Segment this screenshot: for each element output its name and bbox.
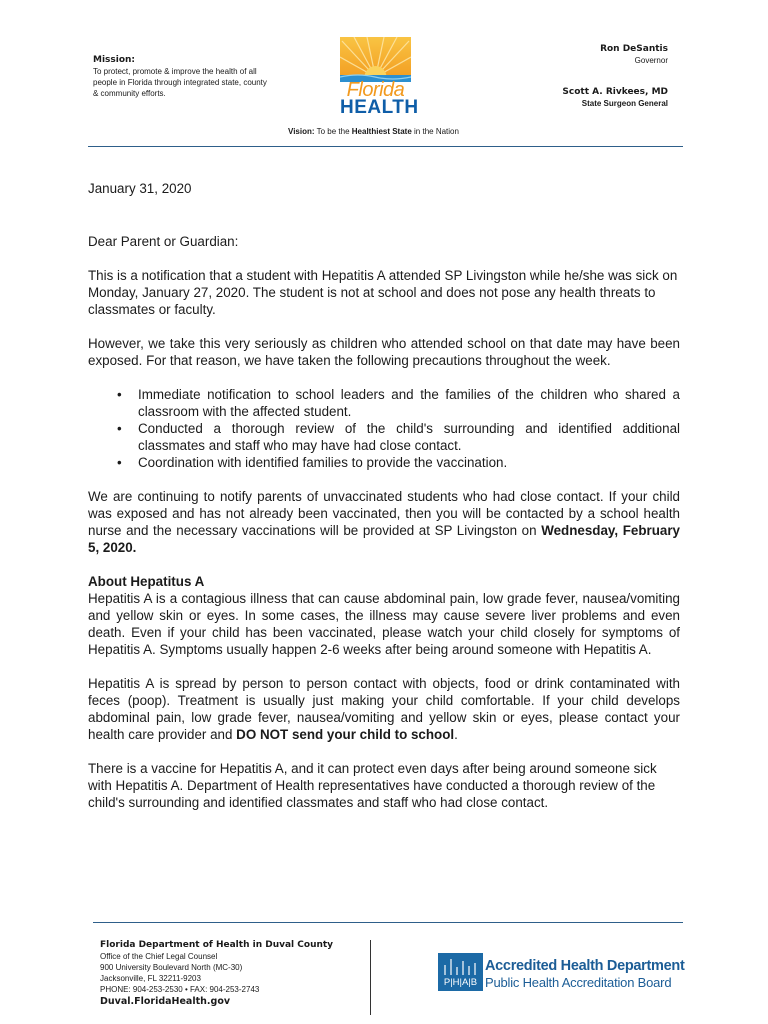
vision-label: Vision:	[288, 127, 315, 136]
mission-text: To protect, promote & improve the health of all people in Florida through integrated state, county & community efforts.	[93, 67, 267, 98]
footer-address	[100, 940, 370, 1007]
vision-statement	[288, 127, 548, 137]
vaccination-date: Wednesday, February 5, 2020.	[88, 523, 681, 555]
footer-phone: PHONE: 904-253-2530 • FAX: 904-253-2743	[100, 985, 260, 994]
vision-pre: To be the	[316, 127, 350, 136]
warning-text: DO NOT send your child to school	[236, 727, 455, 742]
governor-name: Ron DeSantis	[600, 44, 668, 54]
florida-health-logo	[340, 37, 419, 118]
list-item: • Conducted a thorough review of the child's surrounding and identified additional classmates and staff who may have had close contact.	[117, 421, 680, 453]
salutation: Dear Parent or Guardian:	[88, 234, 239, 249]
footer-separator	[370, 940, 371, 1015]
paragraph-precautions: However, we take this very seriously as children who attended school on that date may have been exposed. For that reason, we have taken the following precautions throughout the week.	[88, 336, 680, 368]
logo-florida-text: Florida	[346, 79, 405, 101]
surgeon-general-name: Scott A. Rivkees, MD	[562, 87, 668, 97]
phab-letters: P|H|A|B	[443, 977, 478, 988]
precautions-list	[88, 386, 680, 471]
header-divider	[88, 146, 683, 147]
vision-bold: Healthiest State	[351, 127, 412, 136]
footer-address-line1: 900 University Boulevard North (MC-30)	[100, 963, 243, 972]
mission-block	[93, 54, 268, 99]
footer-office: Office of the Chief Legal Counsel	[100, 952, 218, 961]
surgeon-general-title: State Surgeon General	[581, 99, 668, 108]
paragraph-vaccination: We are continuing to notify parents of unvaccinated students who had close contact. If your child was exposed and has not already been vaccinated, then you will be contacted by a school health nurse and the necessary vaccinations will be provided at SP Livingston on Wednesday, February 5, 2020.	[88, 489, 681, 555]
mission-title: Mission:	[93, 55, 136, 65]
paragraph-about: Hepatitis A is a contagious illness that can cause abdominal pain, low grade fever, nausea/vomiting and yellow skin or eyes. In some cases, the illness may cause severe liver problems and even death. Even if your child has been vaccinated, please watch your child closely for symptoms of Hepatitis A. Symptoms usually happen 2-6 weeks after being around someone with Hepatitis A.	[88, 591, 680, 657]
footer-department: Florida Department of Health in Duval County	[100, 940, 334, 950]
list-item: • Coordination with identified families to provide the vaccination.	[117, 455, 508, 470]
paragraph-vaccine: There is a vaccine for Hepatitis A, and it can protect even days after being around someone sick with Hepatitis A. Department of Health representatives have conducted a thorough review of the child's surrounding and identified classmates and staff who had close contact.	[88, 761, 657, 810]
letter-body	[88, 180, 680, 828]
letter-date: January 31, 2020	[88, 181, 192, 196]
list-item: • Immediate notification to school leaders and the families of the children who shared a classroom with the affected student.	[117, 387, 680, 419]
paragraph-notification: This is a notification that a student with Hepatitis A attended SP Livingston while he/she was sick on Monday, January 27, 2020. The student is not at school and does not pose any health threats to classmates or faculty.	[88, 268, 678, 317]
accreditation-subtitle: Public Health Accreditation Board	[485, 975, 672, 990]
sun-icon	[340, 37, 411, 82]
governor-title: Governor	[634, 56, 668, 65]
vision-post: in the Nation	[414, 127, 459, 136]
accreditation-title: Accredited Health Department	[485, 958, 685, 974]
section-heading: About Hepatitus A	[88, 574, 205, 589]
logo-health-text: HEALTH	[340, 97, 419, 118]
accreditation-logo	[438, 953, 698, 993]
paragraph-spread: Hepatitis A is spread by person to person contact with objects, food or drink contaminated with feces (poop). Treatment is usually just making your child comfortable. If your child develops abdominal pain, low grade fever, nausea/vomiting and yellow skin or eyes, please contact your health care provider and DO NOT send your child to school.	[88, 676, 680, 742]
phab-icon	[438, 953, 483, 991]
footer-address-line2: Jacksonville, FL 32211-9203	[100, 974, 201, 983]
footer-website-link[interactable]: Duval.FloridaHealth.gov	[100, 996, 231, 1007]
footer-divider	[93, 922, 683, 923]
officials-block	[468, 44, 668, 109]
